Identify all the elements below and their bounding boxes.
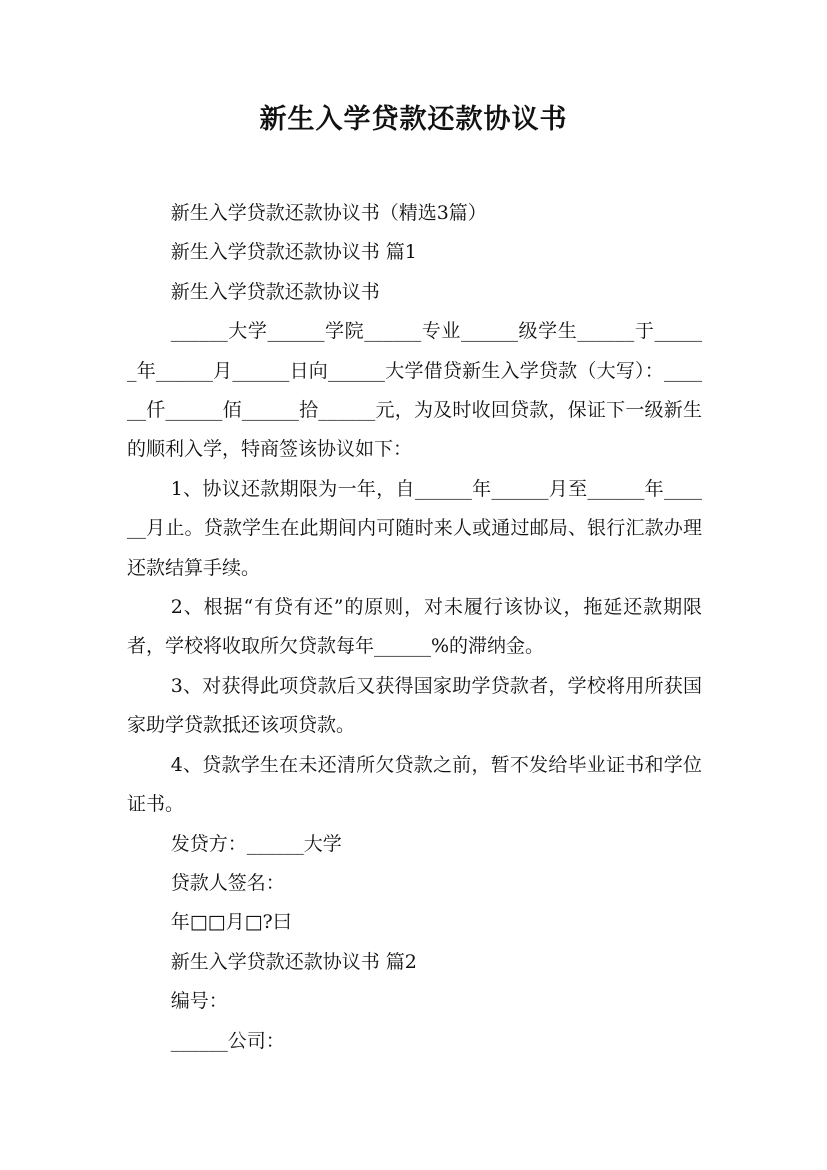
paragraph-clause-3: 3、对获得此项贷款后又获得国家助学贷款者，学校将用所获国家助学贷款抵还该项贷款。 [127,674,702,737]
paragraph-loan-details: ______大学______学院______专业______级学生______于______年______月______日向______大学借贷新生入学贷款（大写）：______仟______佰______拾______元，为及时收回贷款，保证下一级新生的顺利入学，特商签该协议如下： [127,320,702,461]
paragraph-clause-4: 4、贷款学生在未还清所欠贷款之前，暂不发给毕业证书和学位证书。 [127,753,702,816]
paragraph-company-label: ______公司： [170,1029,285,1052]
paragraph-clause-2: 2、根据“有贷有还”的原则，对未履行该协议，拖延还款期限者，学校将收取所欠贷款每年______%的滞纳金。 [127,596,702,658]
paragraph-agreement-title: 新生入学贷款还款协议书 [170,280,380,303]
paragraph-lender: 发贷方：______大学 [170,832,342,855]
paragraph-section-1-heading: 新生入学贷款还款协议书 篇1 [170,241,417,264]
document-body [127,194,702,1061]
paragraph-date-line: 年□□月□?曰 [170,911,292,934]
paragraph-section-2-heading: 新生入学贷款还款协议书 篇2 [170,950,417,973]
paragraph-clause-1: 1、协议还款期限为一年，自______年______月至______年______月止。贷款学生在此期间内可随时来人或通过邮局、银行汇款办理还款结算手续。 [127,477,702,579]
paragraph-intro-heading: 新生入学贷款还款协议书（精选3篇） [170,202,487,224]
paragraph-number-label: 编号： [170,990,228,1013]
document-title: 新生入学贷款还款协议书 [259,104,568,135]
paragraph-borrower-signature: 贷款人签名： [170,871,285,894]
